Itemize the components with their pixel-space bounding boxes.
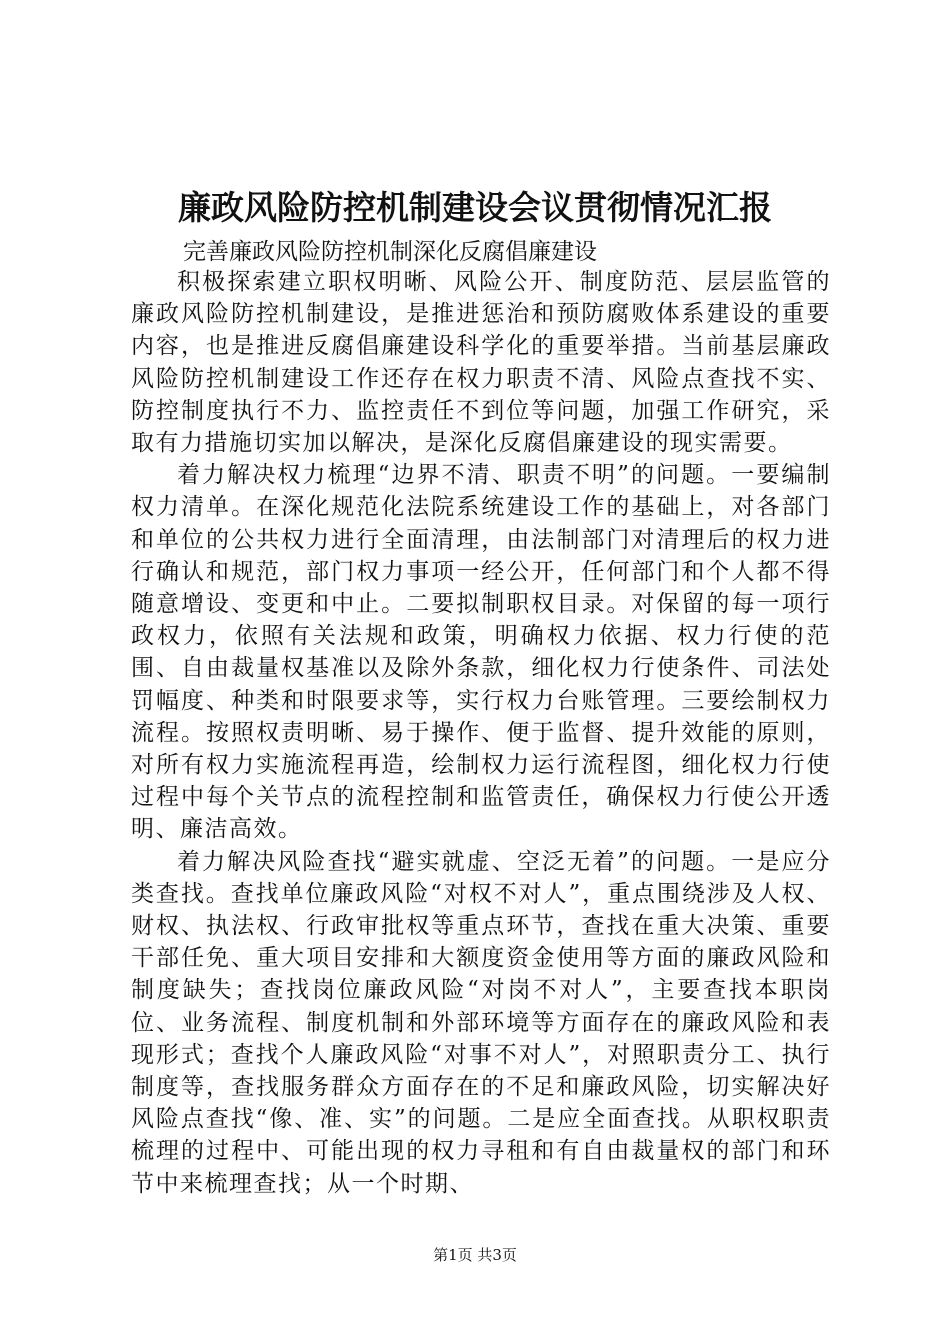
paragraph-power-sorting: 着力解决权力梳理“边界不清、职责不明”的问题。一要编制权力清单。在深化规范化法院系统建设工作的基础上，对各部门和单位的公共权力进行全面清理，由法制部门对清理后的权力进行确认和规范，部门权力事项一经公开，任何部门和个人都不得随意增设、变更和中止。二要拟制职权目录。对保留的每一项行政权力，依照有关法规和政策，明确权力依据、权力行使的范围、自由裁量权基准以及除外条款，细化权力行使条件、司法处罚幅度、种类和时限要求等，实行权力台账管理。三要绘制权力流程。按照权责明晰、易于操作、便于监督、提升效能的原则，对所有权力实施流程再造，绘制权力运行流程图，细化权力行使过程中每个关节点的流程控制和监管责任，确保权力行使公开透明、廉洁高效。 — [131, 462, 831, 843]
document-subtitle: 完善廉政风险防控机制深化反腐倡廉建设 — [183, 239, 597, 265]
paragraph-intro: 积极探索建立职权明晰、风险公开、制度防范、层层监管的廉政风险防控机制建设，是推进惩治和预防腐败体系建设的重要内容，也是推进反腐倡廉建设科学化的重要举措。当前基层廉政风险防控机制建设工作还存在权力职责不清、风险点查找不实、防控制度执行不力、监控责任不到位等问题，加强工作研究，采取有力措施切实加以解决，是深化反腐倡廉建设的现实需要。 — [131, 269, 831, 457]
page-number-footer: 第1页 共3页 — [433, 1246, 517, 1264]
document-body — [131, 266, 831, 1200]
paragraph-risk-finding: 着力解决风险查找“避实就虚、空泛无着”的问题。一是应分类查找。查找单位廉政风险“对权不对人”，重点围绕涉及人权、财权、执法权、行政审批权等重点环节，查找在重大决策、重要干部任免、重大项目安排和大额度资金使用等方面的廉政风险和制度缺失；查找岗位廉政风险“对岗不对人”，主要查找本职岗位、业务流程、制度机制和外部环境等方面存在的廉政风险和表现形式；查找个人廉政风险“对事不对人”，对照职责分工、执行制度等，查找服务群众方面存在的不足和廉政风险，切实解决好风险点查找“像、准、实”的问题。二是应全面查找。从职权职责梳理的过程中、可能出现的权力寻租和有自由裁量权的部门和环节中来梳理查找；从一个时期、 — [131, 848, 831, 1197]
document-title: 廉政风险防控机制建设会议贯彻情况汇报 — [178, 188, 772, 227]
